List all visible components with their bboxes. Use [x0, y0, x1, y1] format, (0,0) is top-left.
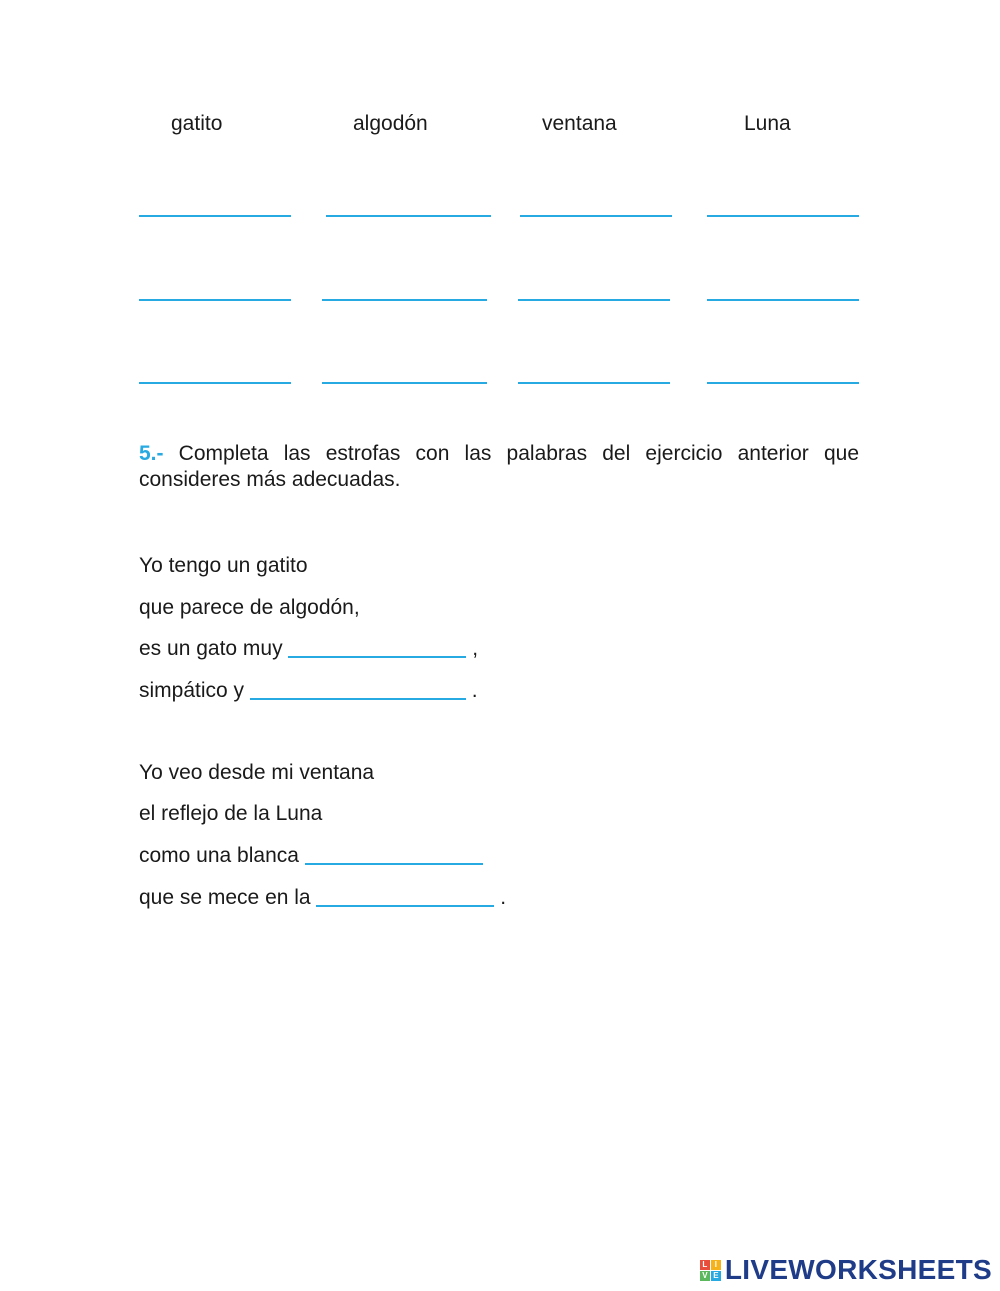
logo-mark-letter: I — [711, 1260, 721, 1270]
answer-blank-r1c2[interactable] — [326, 215, 491, 217]
answer-blank-r3c1[interactable] — [139, 382, 291, 384]
exercise-number: 5.- — [139, 442, 164, 465]
liveworksheets-logo — [700, 1254, 992, 1286]
logo-mark-letter: E — [711, 1271, 721, 1281]
answer-blank-r3c4[interactable] — [707, 382, 859, 384]
word-algodon: algodón — [353, 112, 428, 135]
exercise-instruction — [139, 441, 859, 493]
stanza-blank-3[interactable] — [305, 843, 483, 865]
logo-mark-letter: V — [700, 1271, 710, 1281]
stanza-blank-2[interactable] — [250, 678, 466, 700]
answer-blank-r2c1[interactable] — [139, 299, 291, 301]
logo-mark-letter: L — [700, 1260, 710, 1270]
answer-blank-r2c3[interactable] — [518, 299, 670, 301]
logo-text: LIVEWORKSHEETS — [724, 1254, 992, 1285]
word-luna: Luna — [744, 112, 791, 135]
answer-blank-r1c4[interactable] — [707, 215, 859, 217]
stanza1-line4-text: simpático y — [139, 679, 245, 702]
stanza2-line4-text: que se mece en la — [139, 886, 311, 909]
answer-blank-r2c2[interactable] — [322, 299, 487, 301]
stanza1-line3-punct: , — [472, 637, 479, 660]
word-ventana: ventana — [542, 112, 617, 135]
stanza2-line4 — [139, 885, 506, 911]
instruction-text: Completa las estrofas con las palabras del ejercicio anterior que consideres más adecuadas. — [139, 442, 859, 491]
stanza-blank-1[interactable] — [288, 636, 466, 658]
stanza1-line3 — [139, 636, 478, 662]
answer-blank-r3c3[interactable] — [518, 382, 670, 384]
stanza1-line4-punct: . — [471, 679, 478, 702]
stanza2-line2: el reflejo de la Luna — [139, 802, 323, 825]
answer-blank-r3c2[interactable] — [322, 382, 487, 384]
stanza1-line4 — [139, 678, 478, 704]
stanza2-line3-text: como una blanca — [139, 844, 299, 867]
word-gatito: gatito — [171, 112, 223, 135]
stanza1-line1: Yo tengo un gatito — [139, 554, 308, 577]
stanza1-line2: que parece de algodón, — [139, 596, 360, 619]
answer-blank-r1c1[interactable] — [139, 215, 291, 217]
stanza2-line1: Yo veo desde mi ventana — [139, 761, 375, 784]
stanza1-line3-text: es un gato muy — [139, 637, 283, 660]
stanza-blank-4[interactable] — [316, 885, 494, 907]
stanza2-line4-punct: . — [500, 886, 507, 909]
answer-blank-r1c3[interactable] — [520, 215, 672, 217]
stanza2-line3 — [139, 843, 483, 869]
answer-blank-r2c4[interactable] — [707, 299, 859, 301]
logo-mark-icon — [700, 1260, 721, 1281]
